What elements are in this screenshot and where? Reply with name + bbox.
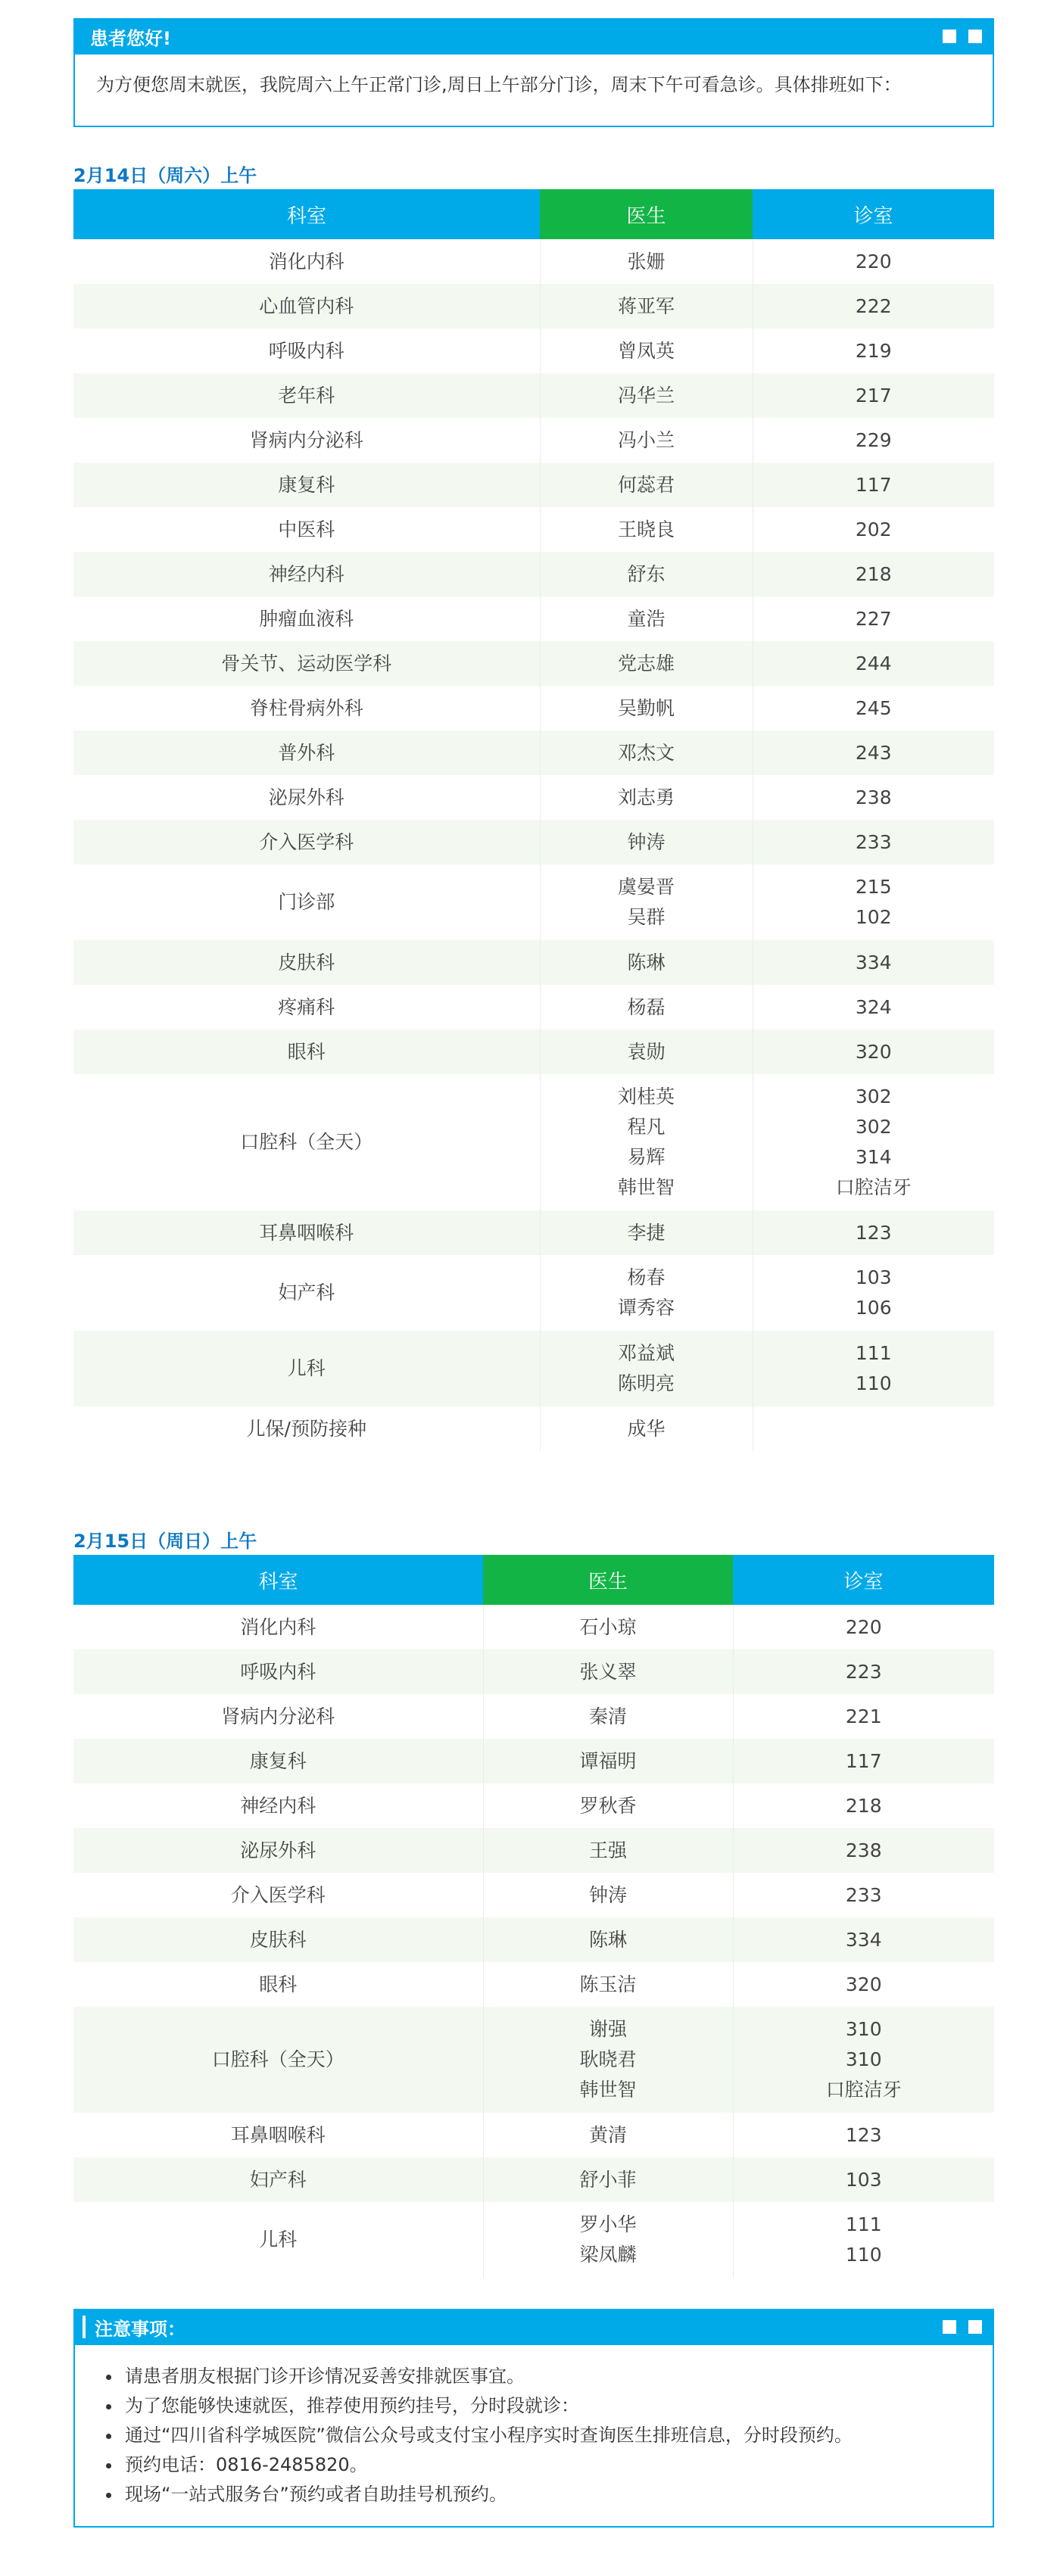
doctor-cell [483, 1739, 733, 1783]
room-cell [753, 373, 994, 418]
table-row [73, 1873, 994, 1917]
dept-cell: 皮肤科 [73, 1917, 483, 1962]
header-dept: 科室 [73, 189, 540, 239]
doctor-name: 吴勤帆 [617, 696, 675, 719]
dept-cell: 消化内科 [268, 250, 344, 273]
doctor-name: 陈琳 [588, 1928, 627, 1951]
doctor-cell [483, 2157, 733, 2202]
doctor-name: 陈明亮 [617, 1372, 675, 1394]
table-row [73, 940, 994, 985]
room-cell [753, 985, 994, 1029]
doctor-cell [540, 1074, 753, 1210]
doctor-name: 韩世智 [617, 1176, 675, 1198]
dept-cell: 脊柱骨病外科 [249, 696, 363, 719]
doctor-cell [540, 463, 753, 507]
doctor-name: 石小琼 [579, 1615, 637, 1638]
table-row [73, 2157, 994, 2202]
room-cell [733, 1739, 994, 1783]
table-row [73, 596, 994, 641]
dept-cell: 消化内科 [240, 1615, 316, 1638]
table-row [73, 1694, 994, 1739]
doctor-cell [540, 820, 753, 864]
room-cell [733, 1828, 994, 1873]
room-cell [733, 1873, 994, 1917]
room-number: 117 [855, 473, 892, 496]
note-item: • 为了您能够快速就医，推荐使用预约挂号，分时段就诊： [122, 2391, 971, 2421]
dept-cell: 皮肤科 [73, 940, 540, 985]
doctor-cell [540, 985, 753, 1029]
dept-cell: 妇产科 [278, 1282, 335, 1304]
doctor-cell [483, 2007, 733, 2113]
room-number: 102 [855, 906, 892, 928]
dept-cell: 老年科 [73, 373, 540, 418]
doctor-cell [540, 641, 753, 686]
note-item: • 现场“一站式服务台”预约或者自助挂号机预约。 [122, 2480, 971, 2509]
room-cell [733, 2007, 994, 2113]
dept-cell: 呼吸内科 [73, 1649, 483, 1694]
dept-cell: 康复科 [73, 1739, 483, 1783]
doctor-name: 杨磊 [627, 995, 666, 1018]
dept-cell: 肾病内分泌科 [249, 428, 363, 451]
doctor-cell [540, 329, 753, 373]
doctor-name: 张姗 [627, 250, 666, 273]
doctor-cell [483, 1873, 733, 1917]
room-number: 123 [855, 1221, 892, 1244]
doctor-cell [540, 596, 753, 641]
room-number: 117 [845, 1749, 882, 1772]
doctor-name: 谭秀容 [617, 1297, 675, 1319]
room-number: 220 [855, 250, 892, 273]
note-item: • 预约电话：0816-2485820。 [122, 2450, 971, 2480]
doctor-name: 童浩 [627, 607, 666, 630]
sunday-schedule [73, 1555, 994, 2278]
doctor-name: 刘桂英 [617, 1086, 675, 1107]
dept-cell: 神经内科 [73, 552, 540, 596]
doctor-cell [540, 239, 753, 284]
header-room: 诊室 [733, 1555, 994, 1605]
room-number: 302 [855, 1086, 892, 1107]
dept-cell: 口腔科（全天） [240, 1131, 373, 1153]
doctor-name: 梁凤麟 [579, 2244, 637, 2266]
dept-cell: 骨关节、运动医学科 [73, 641, 540, 686]
room-number: 238 [855, 786, 892, 808]
room-number: 302 [855, 1116, 892, 1138]
room-number: 217 [855, 384, 892, 406]
saturday-table-body [73, 239, 994, 1451]
doctor-cell [483, 1917, 733, 1962]
room-number: 218 [845, 1794, 882, 1817]
dept-cell: 耳鼻咽喉科 [230, 2123, 326, 2146]
saturday-title: 2月14日（周六）上午 [73, 165, 257, 186]
table-row [73, 1255, 994, 1331]
doctor-name: 谭福明 [579, 1749, 637, 1772]
doctor-name: 党志雄 [617, 652, 675, 674]
doctor-cell [540, 775, 753, 820]
table-row [73, 284, 994, 329]
notes-list [75, 2345, 993, 2526]
dept-cell: 儿科 [259, 2229, 298, 2250]
doctor-cell [483, 2113, 733, 2157]
doctor-name: 冯小兰 [617, 428, 675, 451]
doctor-cell [483, 1962, 733, 2007]
room-cell [753, 284, 994, 329]
table-row [73, 864, 994, 940]
dept-cell: 妇产科 [73, 2157, 483, 2202]
room-number: 244 [855, 652, 892, 674]
room-cell [733, 1962, 994, 2007]
doctor-cell [540, 1210, 753, 1255]
table-row [73, 2007, 994, 2113]
room-cell [753, 1029, 994, 1074]
dept-cell: 介入医学科 [73, 820, 540, 864]
sunday-table [73, 1555, 994, 2278]
room-cell [733, 1694, 994, 1739]
doctor-name: 陈玉洁 [579, 1973, 637, 1995]
table-row [73, 2202, 994, 2278]
doctor-name: 谢强 [588, 2018, 627, 2040]
doctor-name: 袁勋 [627, 1040, 666, 1063]
room-cell [753, 507, 994, 552]
room-number: 110 [855, 1372, 892, 1394]
doctor-name: 张义翠 [579, 1660, 637, 1683]
table-row [73, 1605, 994, 1649]
doctor-cell [540, 552, 753, 596]
dept-cell: 泌尿外科 [268, 786, 344, 808]
dept-cell: 中医科 [278, 518, 335, 540]
doctor-name: 邓杰文 [617, 741, 675, 764]
room-number: 320 [845, 1973, 882, 1995]
doctor-name: 程凡 [627, 1116, 666, 1138]
dept-cell: 神经内科 [240, 1794, 316, 1817]
note-item: • 通过“四川省科学城医院”微信公众号或支付宝小程序实时查询医生排班信息，分时段预约。 [122, 2421, 971, 2450]
table-row [73, 418, 994, 463]
header-room: 诊室 [753, 189, 994, 239]
doctor-cell [540, 418, 753, 463]
doctor-cell [483, 1649, 733, 1694]
square-icon [968, 30, 982, 43]
doctor-cell [540, 940, 753, 985]
room-number: 219 [855, 339, 892, 362]
doctor-cell [540, 686, 753, 730]
doctor-cell [483, 2202, 733, 2278]
notes-title: 注意事项： [95, 2318, 185, 2340]
doctor-name: 易辉 [627, 1146, 666, 1168]
room-number: 238 [845, 1839, 882, 1861]
room-cell [753, 864, 994, 940]
room-number: 334 [845, 1928, 882, 1951]
header-dept: 科室 [73, 1555, 483, 1605]
doctor-name: 王强 [588, 1839, 627, 1861]
table-row [73, 1029, 994, 1074]
room-cell [733, 2202, 994, 2278]
room-cell [753, 641, 994, 686]
doctor-cell [483, 1828, 733, 1873]
doctor-name: 钟涛 [588, 1883, 627, 1906]
room-cell [753, 552, 994, 596]
table-row [73, 507, 994, 552]
doctor-name: 耿晓君 [579, 2048, 637, 2070]
room-number: 227 [855, 607, 892, 630]
doctor-name: 刘志勇 [617, 786, 675, 808]
table-row [73, 1739, 994, 1783]
room-cell [733, 1783, 994, 1828]
dept-cell: 儿科 [73, 1331, 540, 1406]
table-row [73, 463, 994, 507]
greeting-title: 患者您好! [90, 27, 171, 49]
room-cell [733, 1649, 994, 1694]
doctor-name: 秦清 [588, 1705, 627, 1727]
room-cell [753, 1210, 994, 1255]
room-number: 314 [855, 1146, 892, 1168]
table-row [73, 1783, 994, 1828]
room-cell [753, 1406, 994, 1451]
room-number: 口腔洁牙 [825, 2079, 902, 2101]
room-number: 202 [855, 518, 892, 540]
header-doctor: 医生 [540, 189, 753, 239]
table-row [73, 730, 994, 775]
room-cell [753, 418, 994, 463]
doctor-cell [540, 1406, 753, 1451]
room-number: 221 [845, 1705, 882, 1727]
doctor-name: 舒东 [627, 562, 666, 585]
room-number: 110 [845, 2244, 882, 2266]
room-cell [753, 463, 994, 507]
doctor-name: 王晓良 [617, 518, 675, 540]
room-cell [753, 686, 994, 730]
dept-cell: 眼科 [73, 1029, 540, 1074]
doctor-cell [540, 730, 753, 775]
notes-header [75, 2309, 993, 2345]
table-row [73, 1210, 994, 1255]
doctor-name: 邓益斌 [617, 1342, 675, 1364]
room-number: 320 [855, 1040, 892, 1063]
saturday-schedule [73, 189, 994, 1451]
doctor-name: 舒小菲 [579, 2168, 637, 2191]
doctor-name: 李捷 [627, 1221, 666, 1244]
room-cell [753, 329, 994, 373]
dept-cell: 口腔科（全天） [73, 2007, 483, 2113]
table-row [73, 1331, 994, 1406]
doctor-cell [540, 284, 753, 329]
table-row [73, 641, 994, 686]
room-cell [753, 730, 994, 775]
table-row [73, 1074, 994, 1210]
room-number: 324 [855, 995, 892, 1018]
room-number [753, 1414, 995, 1444]
dept-cell: 眼科 [259, 1973, 298, 1995]
doctor-name: 杨春 [627, 1266, 666, 1288]
room-number: 218 [855, 562, 892, 585]
dept-cell: 肿瘤血液科 [259, 607, 354, 630]
room-cell [753, 940, 994, 985]
room-number: 123 [845, 2123, 882, 2146]
room-number: 111 [855, 1342, 892, 1364]
room-number: 245 [855, 696, 892, 719]
dept-cell: 门诊部 [278, 891, 335, 913]
doctor-cell [540, 373, 753, 418]
dept-cell: 儿保/预防接种 [246, 1417, 366, 1440]
room-number: 222 [855, 294, 892, 317]
room-cell [733, 1605, 994, 1649]
room-number: 310 [845, 2018, 882, 2040]
square-icon [943, 2320, 956, 2334]
dept-cell: 肾病内分泌科 [221, 1705, 335, 1727]
table-row [73, 775, 994, 820]
room-cell [753, 239, 994, 284]
room-number: 243 [855, 741, 892, 764]
room-number: 103 [845, 2168, 882, 2191]
dept-cell: 普外科 [73, 730, 540, 775]
doctor-cell [483, 1605, 733, 1649]
table-row [73, 1962, 994, 2007]
doctor-name: 韩世智 [579, 2079, 637, 2101]
notes-box [73, 2309, 994, 2528]
dept-cell: 心血管内科 [73, 284, 540, 329]
header-doctor: 医生 [483, 1555, 733, 1605]
table-row [73, 686, 994, 730]
room-cell [753, 596, 994, 641]
room-number: 223 [845, 1660, 882, 1683]
square-icon [943, 30, 956, 43]
room-cell [753, 820, 994, 864]
greeting-box [73, 18, 994, 127]
doctor-name: 罗小华 [579, 2213, 637, 2235]
doctor-cell [540, 864, 753, 940]
doctor-cell [540, 1029, 753, 1074]
room-cell [733, 1917, 994, 1962]
doctor-name: 何蕊君 [617, 473, 675, 496]
doctor-cell [483, 1694, 733, 1739]
room-cell [733, 2157, 994, 2202]
room-number: 233 [845, 1883, 882, 1906]
doctor-cell [540, 1255, 753, 1331]
table-row [73, 239, 994, 284]
doctor-name: 蒋亚军 [617, 294, 675, 317]
table-row [73, 1828, 994, 1873]
dept-cell: 泌尿外科 [73, 1828, 483, 1873]
table-row [73, 985, 994, 1029]
doctor-name: 黄清 [588, 2123, 627, 2146]
room-number: 111 [845, 2213, 882, 2235]
table-row [73, 820, 994, 864]
saturday-table [73, 189, 994, 1451]
doctor-name: 钟涛 [627, 830, 666, 853]
greeting-text: 为方便您周末就医，我院周六上午正常门诊,周日上午部分门诊，周末下午可看急诊。具体排班如下： [96, 74, 902, 95]
doctor-name: 虞晏晋 [617, 876, 675, 898]
table-row [73, 2113, 994, 2157]
table-row [73, 1406, 994, 1451]
dept-cell: 介入医学科 [230, 1883, 326, 1906]
sunday-title: 2月15日（周日）上午 [73, 1531, 257, 1552]
doctor-name: 陈琳 [627, 951, 666, 973]
note-item: • 请患者朋友根据门诊开诊情况妥善安排就医事宜。 [122, 2362, 971, 2391]
room-number: 229 [855, 428, 892, 451]
sunday-table-body [73, 1605, 994, 2278]
doctor-name: 曾凤英 [617, 339, 675, 362]
room-number: 215 [855, 876, 892, 898]
square-icon [968, 2320, 982, 2334]
room-cell [753, 1074, 994, 1210]
dept-cell: 康复科 [73, 463, 540, 507]
table-row [73, 552, 994, 596]
room-cell [733, 2113, 994, 2157]
doctor-name: 冯华兰 [617, 384, 675, 406]
room-cell [753, 1255, 994, 1331]
room-number: 233 [855, 830, 892, 853]
room-number: 310 [845, 2048, 882, 2070]
table-row [73, 1917, 994, 1962]
doctor-cell [540, 1331, 753, 1406]
table-row [73, 373, 994, 418]
doctor-name: 罗秋香 [579, 1794, 637, 1817]
table-row [73, 1649, 994, 1694]
room-number: 334 [855, 951, 892, 973]
dept-cell: 耳鼻咽喉科 [73, 1210, 540, 1255]
doctor-cell [540, 507, 753, 552]
room-number: 口腔洁牙 [835, 1176, 912, 1198]
table-row [73, 329, 994, 373]
doctor-name: 成华 [627, 1417, 666, 1440]
dept-cell: 呼吸内科 [268, 339, 344, 362]
room-cell [753, 775, 994, 820]
room-number: 106 [855, 1297, 892, 1319]
doctor-cell [483, 1783, 733, 1828]
room-cell [753, 1331, 994, 1406]
room-number: 220 [845, 1615, 882, 1638]
room-number: 103 [855, 1266, 892, 1288]
greeting-header [75, 18, 993, 55]
doctor-name: 吴群 [627, 906, 666, 928]
dept-cell: 疼痛科 [278, 995, 335, 1018]
